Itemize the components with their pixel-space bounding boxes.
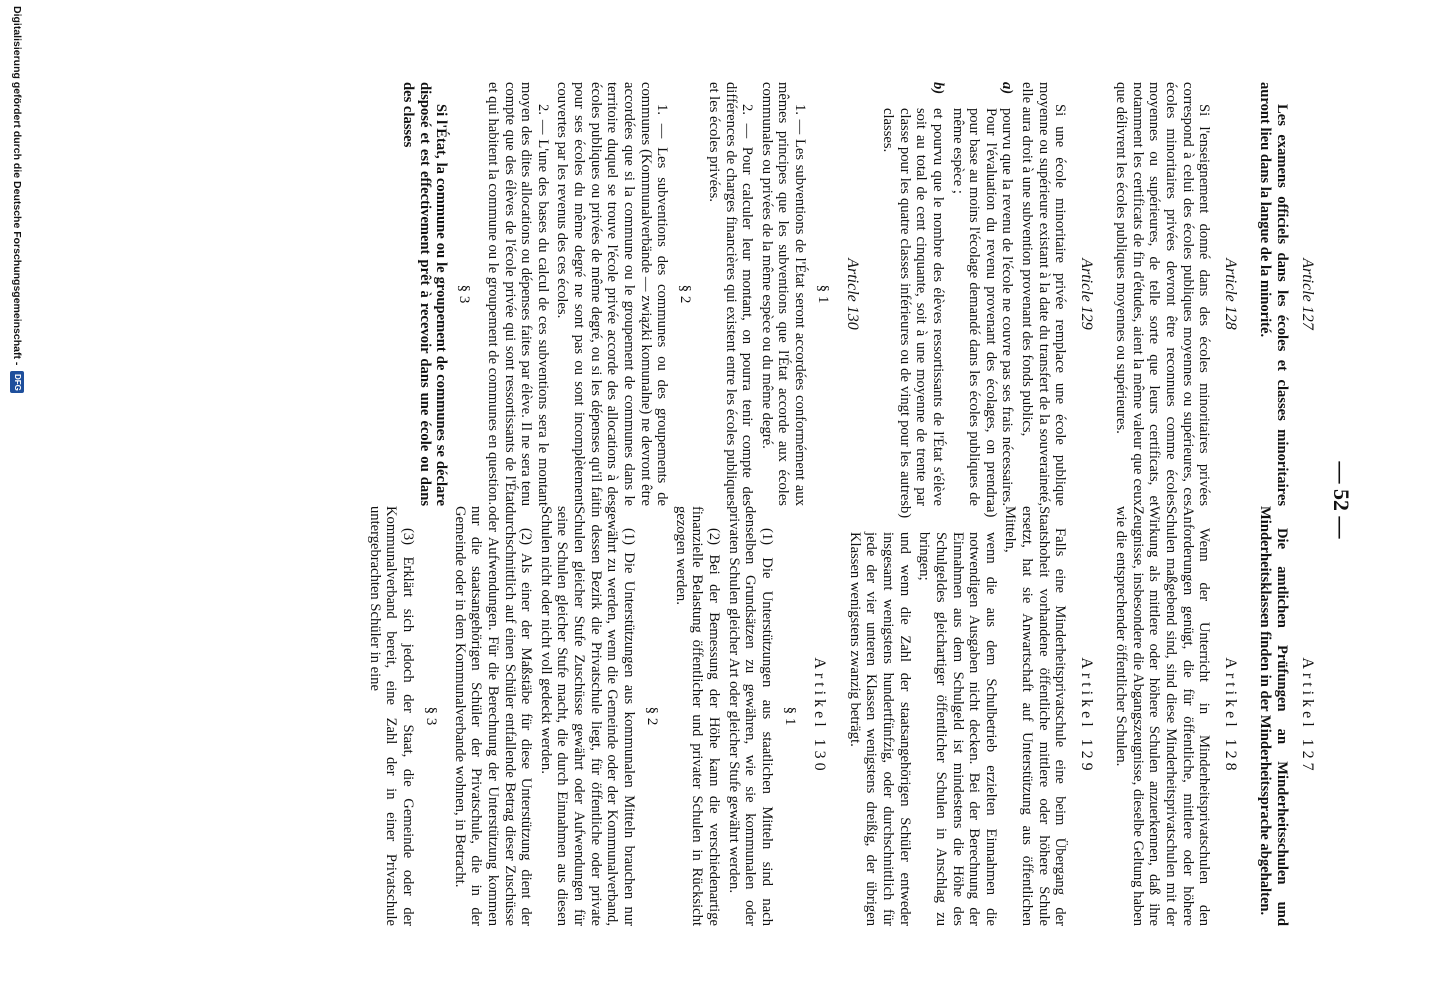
de-article-127-text: Die amtlichen Prüfungen an Minderheitsschulen und Minderheitsklassen finden in der Minderheitssprache abgehalten. (1257, 506, 1290, 926)
fr-section-2: § 2 (677, 284, 694, 304)
fr-article-129-item-b (879, 82, 946, 506)
de-item-b-label: b) (896, 506, 913, 519)
french-column (396, 82, 1316, 506)
fr-article-130-s2-1: 1. — Les subventions des communes ou des groupements de communes (Kommunalverbände — związki komunalne) ne devront être accordées que si la commune ou le groupement de communes dans le territoire duquel se trouve l'école privée accorde des allocations à des écoles publiques ou privées de même degré, ou si les dépenses qu'il fait pour ses écoles du même degré ne sont pas ou sont incomplètement couvertes par les revenus des ces écoles. (554, 82, 671, 506)
fr-article-128-text: Si l'enseignement donné dans des écoles minoritaires privées correspond à celui des écoles publiques moyennes ou supérieures, ces écoles minoritaires privées devront être reconnues comme écoles moyennes ou supérieures, de telle sorte que leurs certificats, et notamment les certificats de fin d'études, aient la même valeur que ceux que délivrent les écoles publiques moyennes ou supérieures. (1113, 82, 1213, 506)
de-article-129-item-a (916, 506, 999, 926)
fr-article-129-text: Si une école minoritaire privée remplace une école publique moyenne ou supérieure existant à la date du transfert de la souveraineté, elle aura droit à une subvention provenant des fonds publics, (1019, 82, 1069, 506)
footer-text: Digitalisierung gefördert durch die Deutsche Forschungsgemeinschaft - (11, 6, 23, 366)
de-section-3: § 3 (423, 706, 440, 726)
fr-article-130-s1-2: 2. — Pour calculer leur montant, on pourra tenir compte des différences de charges financières qui existent entre les écoles publiques et les écoles privées. (705, 82, 756, 506)
footer-bar (10, 6, 24, 1002)
de-item-a-label: a) (982, 506, 999, 518)
de-article-129-text: Falls eine Minderheitsprivatschule eine beim Übergang der Staatshoheit vorhandene öffentliche mittlere oder höhere Schule ersetzt, hat sie Anwartschaft auf Unterstützung aus öffentlichen Mitteln, (1002, 506, 1069, 926)
fr-article-127-title: Article 127 (1299, 258, 1316, 330)
german-column (363, 506, 1316, 926)
fr-item-a-text: pourvu que la revenu de l'école ne couvre pas ses frais nécessaires. Pour l'évaluation du revenu provenant des écolages, on prendra pour base au moins l'écolage demandé dans les écoles publiques de même espèce ; (949, 108, 1016, 506)
de-article-127-title: Artikel 127 (1299, 657, 1316, 775)
dfg-logo-icon: DFG (10, 371, 24, 393)
de-section-2: § 2 (644, 706, 661, 726)
de-article-130-s1-1: (1) Die Unterstützungen aus staatlichen Mitteln sind nach denselben Grundsätzen zu gewähren, wie sie kommunalen oder privaten Schulen gleicher Art oder gleicher Stufe gewährt werden. (725, 506, 775, 926)
fr-section-3: § 3 (456, 284, 473, 304)
de-article-130-s1-2: (2) Bei der Bemessung der Höhe kann die verschiedenartige finanzielle Belastung öffentlicher und privater Schulen in Rücksicht gezogen werden. (672, 506, 722, 926)
fr-item-b-text: et pourvu que le nombre des élèves ressortissants de l'État s'élève soit au total de cent cinquante, soit à une moyenne de trente par classe pour les quatre classes inférieures ou de vingt pour les autres classes. (880, 108, 946, 506)
fr-article-130-s2-2: 2. — L'une des bases du calcul de ces subventions sera le montant moyen des dites allocations ou dépenses faites par élève. Il ne sera tenu compte que des élèves de l'école privée qui sont ressortissants de l'État et qui habitent la commune ou le groupement de communes en question. (485, 82, 551, 506)
fr-section-1: § 1 (815, 284, 832, 304)
de-article-128-title: Artikel 128 (1221, 657, 1239, 775)
de-article-128-text: Wenn der Unterricht in Minderheitsprivatschulen den Anforderungen genügt, die für öffentliche, mittlere oder höhere Schulen maßgebend sind, sind diese Minderheitsprivatschulen mit der Wirkung als mittlere oder höhere Schulen anzuerkennen, daß ihre Zeugnisse, insbesondere die Abgangszeugnisse, dieselbe Geltung haben wie die entsprechender öffentlicher Schulen. (1113, 506, 1213, 926)
de-section-1: § 1 (781, 706, 798, 726)
fr-item-b-label: b) (929, 82, 946, 95)
fr-article-129-title: Article 129 (1077, 258, 1095, 330)
de-article-129-item-b (846, 506, 913, 926)
de-item-a-text: wenn die aus dem Schulbetrieb erzielten Einnahmen die notwendigen Ausgaben nicht decken. Bei der Berechnung der Einnahmen aus dem Schulgeld ist mindestens die Höhe des Schulgeldes gleichartiger öffentlicher Schulen in Anschlag zu bringen; (916, 532, 999, 926)
fr-article-128-title: Article 128 (1221, 258, 1239, 330)
de-article-130-s2-1: (1) Die Unterstützungen aus kommunalen Mitteln brauchen nur gewährt zu werden, wenn die Gemeinde oder der Kommunalverband, in dessen Bezirk die Privatschule liegt, für öffentliche oder private Schulen gleicher Stufe Zuschüsse gewährt oder Aufwendungen für seine Schulen gleicher Stufe macht, die durch Einnahmen aus diesen Schulen nicht oder nicht voll gedeckt werden. (537, 506, 637, 926)
fr-article-129-item-a (949, 82, 1016, 506)
fr-article-130-title: Article 130 (844, 258, 862, 330)
de-article-130-s3: (3) Erklärt sich jedoch der Staat, die Gemeinde oder der Kommunalverband bereit, eine Zahl der in einer Privatschule untergebrachten Schüler in eine (366, 506, 417, 926)
footer (6, 0, 28, 1000)
fr-article-127-text: Les examens officiels dans les écoles et classes minoritaires auront lieu dans la langue de la minorité. (1257, 82, 1290, 506)
page-number: — 52 — (1329, 461, 1354, 539)
fr-article-130-s3: Si l'État, la commune ou le groupement de communes se déclare disposé et est effectivement prêt à recevoir dans une école ou dans des classes (400, 82, 450, 506)
de-article-129-title: Artikel 129 (1077, 657, 1095, 775)
de-item-b-text: und wenn die Zahl der staatsangehörigen Schüler entweder insgesamt wenigstens hundertfünfzig, oder durchschnittlich für jede der vier unteren Klassen wenigstens dreißig, der übrigen Klassen wenigstens zwanzig beträgt. (846, 532, 913, 926)
fr-article-130-s1-1: 1. — Les subventions de l'État seront accordées conformément aux mêmes principes que les subventions que l'État accorde aux écoles communales ou privées de la même espèce ou du même degré. (758, 82, 809, 506)
fr-item-a-label: a) (999, 82, 1016, 95)
de-article-130-title: Artikel 130 (811, 657, 829, 775)
de-article-130-s2-2: (2) Als einer der Maßstäbe für diese Unterstützung dient der durchschnittlich auf einen Schüler entfallende Betrag dieser Zuschüsse oder Aufwendungen. Für die Berechnung der Unterstützung kommen nur die staatsangehörigen Schüler der Privatschule, die in der Gemeinde oder in dem Kommunalverbande wohnen, in Betracht. (451, 506, 535, 926)
